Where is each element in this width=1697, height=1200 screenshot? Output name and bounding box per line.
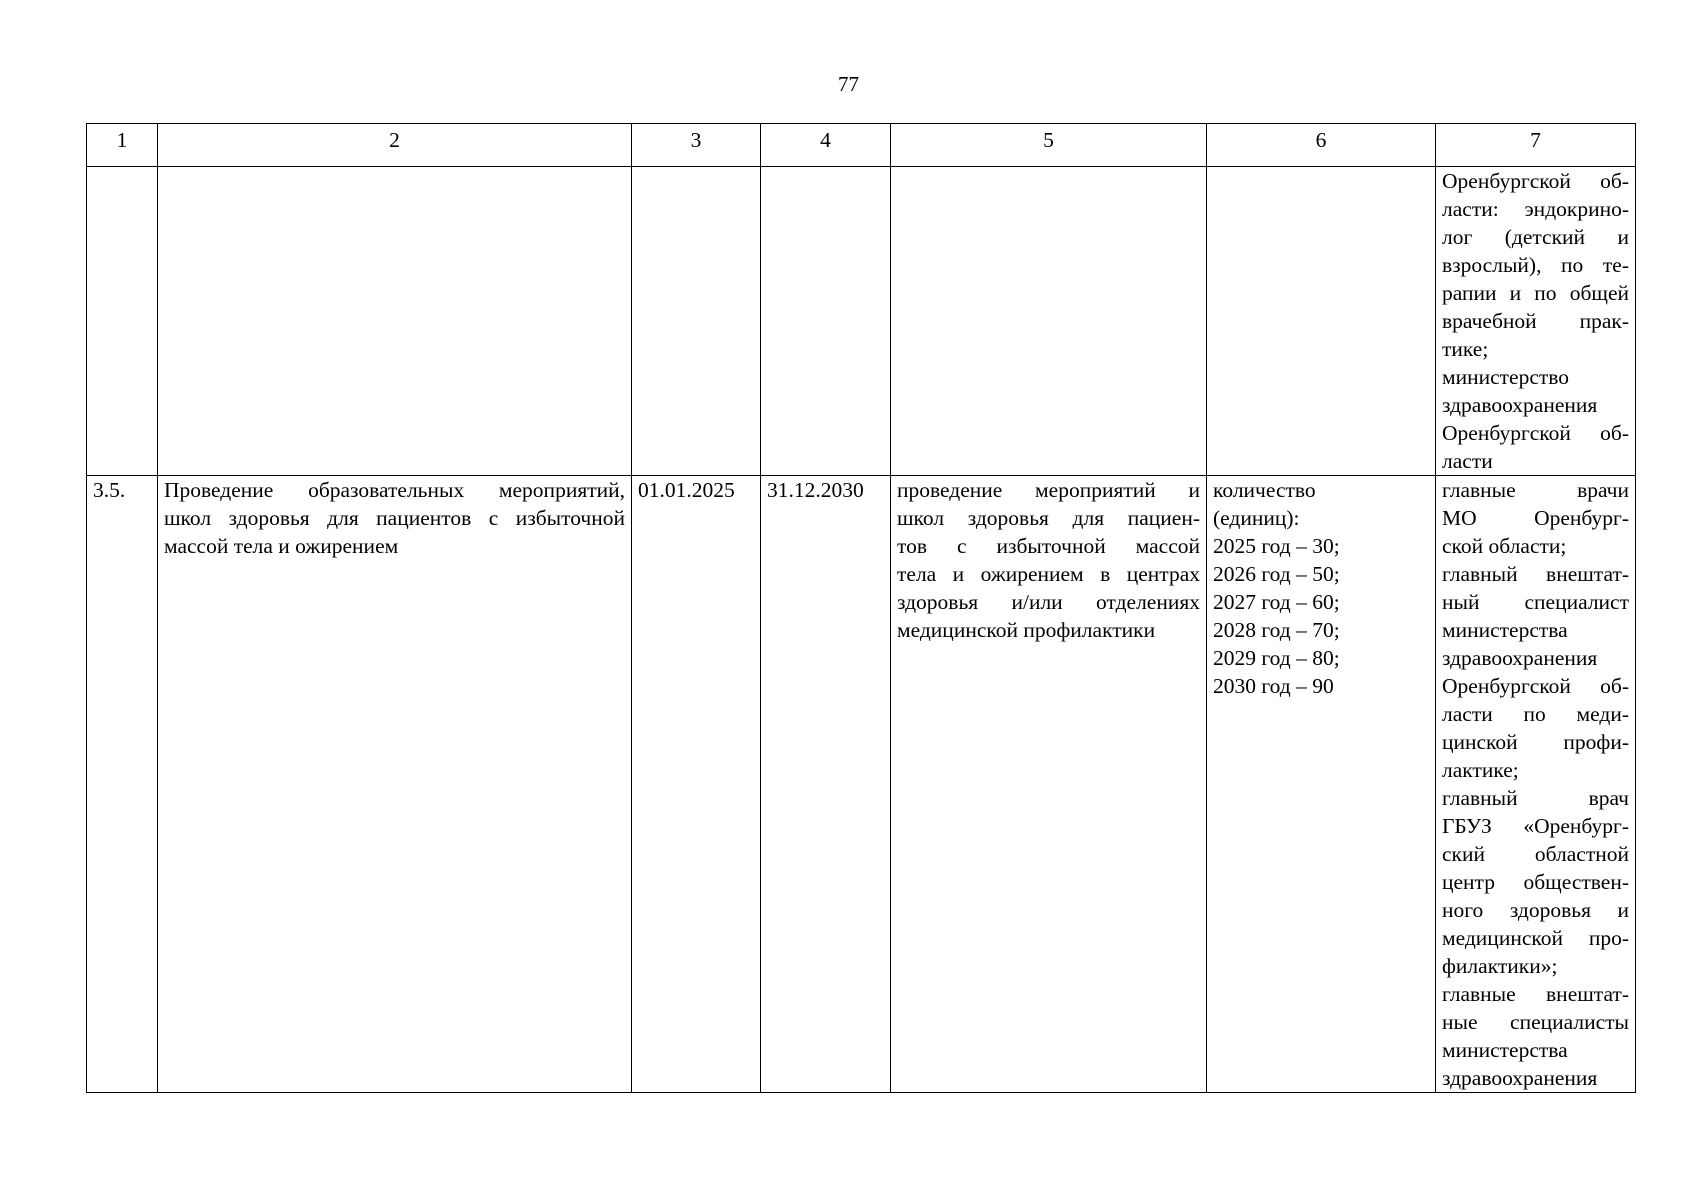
header-col-2: 2: [158, 124, 632, 167]
text-line: ГБУЗ «Оренбург-: [1442, 814, 1629, 838]
page-number: 77: [838, 72, 859, 96]
text-line: медицинской про-: [1442, 926, 1629, 950]
text-line: Проведение образовательных мероприятий,: [164, 478, 625, 502]
header-col-6: 6: [1207, 124, 1436, 167]
measures-table: [86, 123, 1636, 1093]
text-line: ный специалист: [1442, 590, 1629, 614]
text-line: Оренбургской об-: [1442, 421, 1629, 445]
text-line: ного здоровья и: [1442, 898, 1629, 922]
header-col-1: 1: [87, 124, 158, 167]
text-line: школ здоровья для пациен-: [897, 506, 1200, 530]
table-row-continuation: [87, 167, 1636, 476]
cell-start-date: 01.01.2025: [632, 476, 761, 1093]
cell-responsible: [1436, 476, 1636, 1093]
text-line: цинской профи-: [1442, 730, 1629, 754]
text-line: врачебной прак-: [1442, 309, 1629, 333]
cell-indicator: [1207, 476, 1436, 1093]
cell-empty: [158, 167, 632, 476]
text-line: тов с избыточной массой: [897, 534, 1200, 558]
text-line: ласти по меди-: [1442, 702, 1629, 726]
text-line: Оренбургской об-: [1442, 169, 1629, 193]
text-line: 2025 год – 30;: [1213, 534, 1340, 558]
text-line: тике;: [1442, 337, 1489, 361]
text-line: филактики»;: [1442, 954, 1558, 978]
text-line: 2026 год – 50;: [1213, 562, 1340, 586]
text-line: министерства: [1442, 618, 1568, 642]
header-row: [87, 124, 1636, 167]
text-line: здравоохранения: [1442, 646, 1598, 670]
text-line: взрослый), по те-: [1442, 253, 1629, 277]
text-line: главный врач: [1442, 786, 1629, 810]
text-line: Оренбургской об-: [1442, 674, 1629, 698]
header-col-3: 3: [632, 124, 761, 167]
text-line: (единиц):: [1213, 506, 1300, 530]
text-line: главный внештат-: [1442, 562, 1629, 586]
text-line: количество: [1213, 478, 1316, 502]
cell-responsible-continuation: [1436, 167, 1636, 476]
text-line: лактике;: [1442, 758, 1519, 782]
text-line: ласти: [1442, 449, 1493, 473]
text-line: 2027 год – 60;: [1213, 590, 1340, 614]
cell-number: 3.5.: [87, 476, 158, 1093]
text-line: 2028 год – 70;: [1213, 618, 1340, 642]
text-line: 2029 год – 80;: [1213, 646, 1340, 670]
cell-measure-name: [158, 476, 632, 1093]
text-line: ласти: эндокрино-: [1442, 197, 1629, 221]
text-line: проведение мероприятий и: [897, 478, 1200, 502]
cell-result: [891, 476, 1207, 1093]
text-line: рапии и по общей: [1442, 281, 1629, 305]
cell-end-date: 31.12.2030: [761, 476, 891, 1093]
text-line: ской области;: [1442, 534, 1567, 558]
text-line: главные врачи: [1442, 478, 1629, 502]
text-line: главные внештат-: [1442, 982, 1629, 1006]
text-line: тела и ожирением в центрах: [897, 562, 1200, 586]
text-line: школ здоровья для пациентов с избыточной: [164, 506, 625, 530]
text-line: здравоохранения: [1442, 1066, 1598, 1090]
text-line: центр обществен-: [1442, 870, 1629, 894]
text-line: министерства: [1442, 1038, 1568, 1062]
text-line: министерство: [1442, 365, 1570, 389]
text-line: 2030 год – 90: [1213, 674, 1334, 698]
text-line: ский областной: [1442, 842, 1629, 866]
table-row-3-5: [87, 476, 1636, 1093]
text-line: медицинской профилактики: [897, 618, 1156, 642]
text-line: МО Оренбург-: [1442, 506, 1629, 530]
text-line: массой тела и ожирением: [164, 534, 399, 558]
cell-empty: [891, 167, 1207, 476]
header-col-5: 5: [891, 124, 1207, 167]
cell-empty: [87, 167, 158, 476]
header-col-4: 4: [761, 124, 891, 167]
text-line: ные специалисты: [1442, 1010, 1629, 1034]
text-line: лог (детский и: [1442, 225, 1629, 249]
text-line: здравоохранения: [1442, 393, 1598, 417]
text-line: здоровья и/или отделениях: [897, 590, 1200, 614]
cell-empty: [761, 167, 891, 476]
cell-empty: [1207, 167, 1436, 476]
header-col-7: 7: [1436, 124, 1636, 167]
cell-empty: [632, 167, 761, 476]
